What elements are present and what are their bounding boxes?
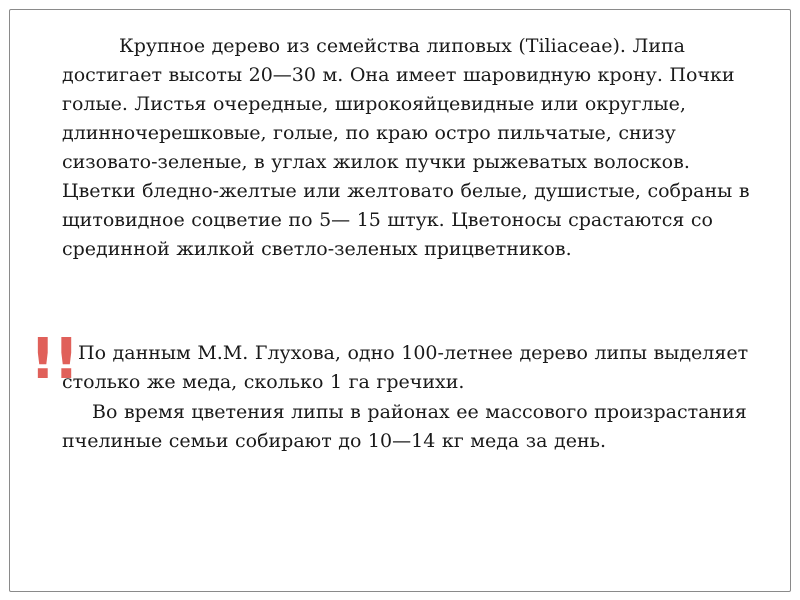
paragraph-two — [62, 339, 762, 397]
paragraph-main — [62, 32, 762, 264]
paragraph-two-text: По данным М.М. Глухова, одно 100-летнее дерево липы выделяет столько же меда, сколько 1 га гречихи. — [62, 342, 749, 393]
exclamation-mark: !! — [30, 327, 78, 392]
paragraph-three — [62, 398, 762, 456]
paragraph-main-text: Крупное дерево из семейства липовых (Tiliaceae). Липа достигает высоты 20—30 м. Она имеет шаровидную крону. Почки голые. Листья очередные, широкояйцевидные или округлые, длинночерешковые, голые, по краю остро пильчатые, снизу сизовато-зеленые, в углах жилок пучки рыжеватых волосков. Цветки бледно-желтые или желтовато белые, душистые, собраны в щитовидное соцветие по 5— 15 штук. Цветоносы срастаются со срединной жилкой светло-зеленых прицветников. — [62, 35, 750, 260]
paragraph-three-text: Во время цветения липы в районах ее массового произрастания пчелиные семьи собирают до 10—14 кг меда за день. — [62, 401, 747, 452]
